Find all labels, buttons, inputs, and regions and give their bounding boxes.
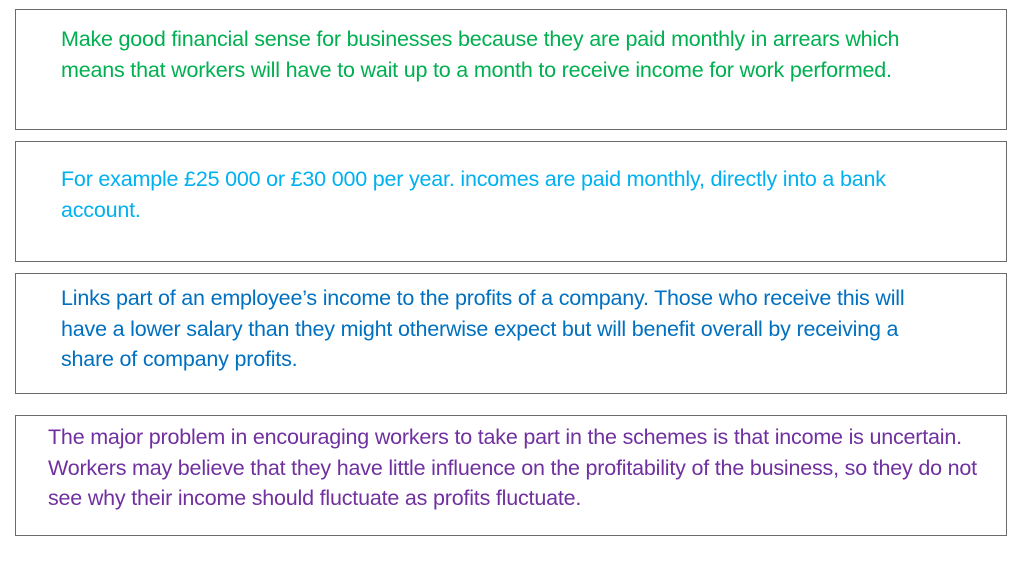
text-box-profit-sharing bbox=[15, 273, 1007, 394]
box-text: Links part of an employee’s income to the profits of a company. Those who receive this will have a lower salary than they might otherwise expect but will benefit overall by receiving a share of company profits. bbox=[61, 286, 905, 371]
box-text: Make good financial sense for businesses because they are paid monthly in arrears which means that workers will have to wait up to a month to receive income for work performed. bbox=[61, 27, 900, 82]
box-text: The major problem in encouraging workers to take part in the schemes is that income is uncertain. Workers may believe that they have little influence on the profitability of the business, so they do not see why their income should fluctuate as profits fluctuate. bbox=[48, 425, 977, 510]
box-text: For example £25 000 or £30 000 per year. incomes are paid monthly, directly into a bank account. bbox=[61, 167, 886, 222]
text-box-example-salary bbox=[15, 141, 1007, 262]
text-box-major-problem bbox=[15, 415, 1007, 536]
text-box-monthly-arrears bbox=[15, 9, 1007, 130]
